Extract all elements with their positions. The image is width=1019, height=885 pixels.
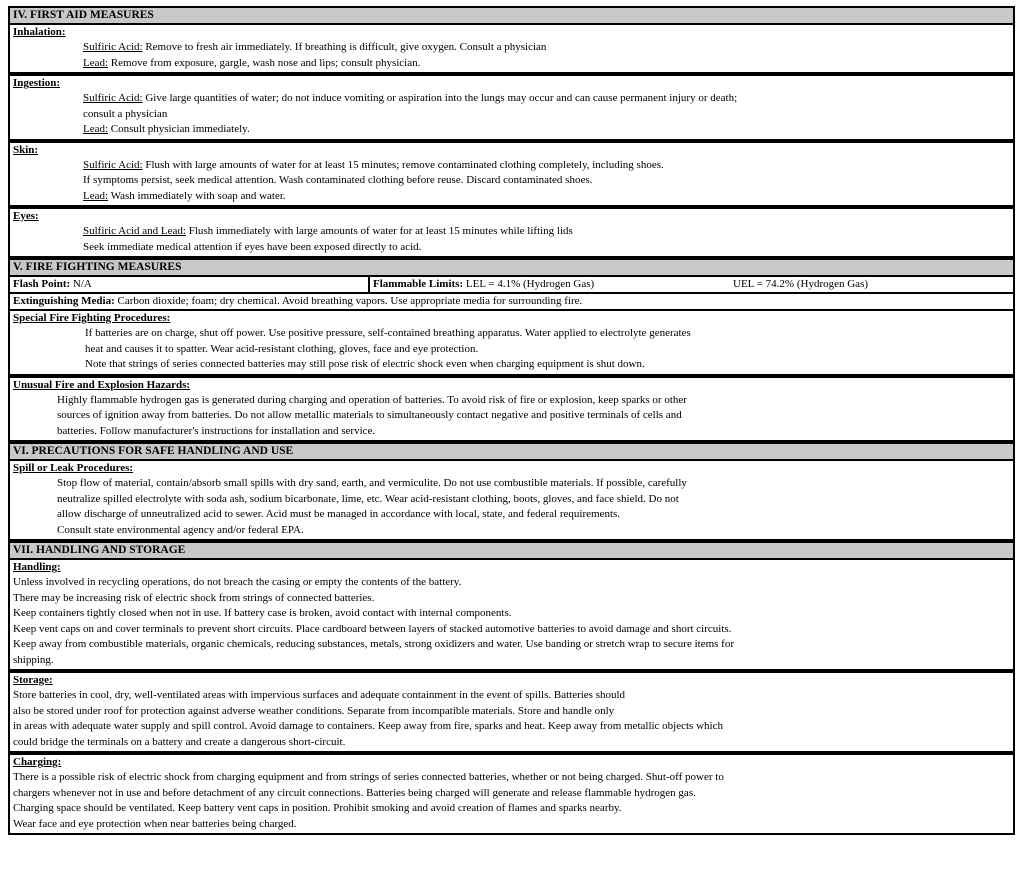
text: Remove from exposure, gargle, wash nose and lips; consult physician. <box>108 56 421 69</box>
unusual-fire-block <box>8 376 1015 443</box>
text: Flush immediately with large amounts of water for at least 15 minutes while lifting lids <box>185 225 573 237</box>
text: Consult physician immediately. <box>108 123 250 135</box>
lel-value: LEL = 4.1% (Hydrogen Gas) <box>463 278 595 290</box>
label: Sulfiric Acid and Lead: <box>83 225 186 237</box>
extinguishing-media-text: Carbon dioxide; foam; dry chemical. Avoid breathing vapors. Use appropriate media for surrounding fire. <box>114 295 583 307</box>
storage-heading: Storage: <box>13 674 53 686</box>
unusual-fire-heading: Unusual Fire and Explosion Hazards: <box>13 378 191 391</box>
ingestion-heading: Ingestion: <box>13 77 61 89</box>
special-fire-line-3: Note that strings of series connected batteries may still pose risk of electric shock even when charging equipment is shut down. <box>85 358 645 370</box>
skin-heading: Skin: <box>13 143 39 156</box>
extinguishing-media-row <box>8 294 1015 311</box>
inhalation-block <box>8 25 1015 74</box>
charging-line-1: There is a possible risk of electric shock from charging equipment and from strings of series connected batteries, whether or not being charged. Shut-off power to <box>13 771 724 783</box>
eyes-heading: Eyes: <box>13 210 39 222</box>
text: Give large quantities of water; do not induce vomiting or aspiration into the lungs may occur and can cause permanent injury or death; <box>142 92 738 104</box>
spill-line-4: Consult state environmental agency and/or federal EPA. <box>57 523 304 536</box>
section-vi-header: VI. PRECAUTIONS FOR SAFE HANDLING AND USE <box>8 442 1015 461</box>
storage-line-4: could bridge the terminals on a battery and create a dangerous short-circuit. <box>13 735 346 748</box>
section-vii-header: VII. HANDLING AND STORAGE <box>8 541 1015 560</box>
flash-point-value: N/A <box>70 278 92 290</box>
handling-line-5: Keep away from combustible materials, organic chemicals, reducing substances, metals, strong oxidizers and water. Use banding or stretch wrap to secure items for <box>13 638 734 650</box>
handling-line-2: There may be increasing risk of electric shock from strings of connected batteries. <box>13 591 375 604</box>
label: Lead: <box>83 189 109 202</box>
spill-block <box>8 461 1015 541</box>
extinguishing-media-label: Extinguishing Media: <box>13 295 115 307</box>
section-v-header: V. FIRE FIGHTING MEASURES <box>8 258 1015 277</box>
storage-block <box>8 671 1015 753</box>
handling-line-3: Keep containers tightly closed when not in use. If battery case is broken, avoid contact with internal components. <box>13 607 512 619</box>
handling-line-4: Keep vent caps on and cover terminals to prevent short circuits. Place cardboard between layers of stacked automotive batteries to avoid damage and short circuits. <box>13 622 732 635</box>
handling-heading: Handling: <box>13 561 61 573</box>
ingestion-line-2: consult a physician <box>83 107 168 120</box>
label: Sulfiric Acid: <box>83 41 143 53</box>
inhalation-line-1 <box>13 40 1010 56</box>
flash-point-row <box>8 277 1015 294</box>
handling-block <box>8 560 1015 671</box>
eyes-line-2: Seek immediate medical attention if eyes have been exposed directly to acid. <box>83 240 422 253</box>
ingestion-line-3 <box>13 122 1010 138</box>
section-iv-header: IV. FIRST AID MEASURES <box>8 6 1015 25</box>
storage-line-3: in areas with adequate water supply and spill control. Avoid damage to containers. Keep away from fire, sparks and heat. Keep away from metallic objects which <box>13 720 723 732</box>
eyes-line-1 <box>13 224 1010 240</box>
special-fire-line-2: heat and causes it to spatter. Wear acid-resistant clothing, gloves, face and eye protection. <box>85 342 479 355</box>
spill-line-1: Stop flow of material, contain/absorb small spills with dry sand, earth, and vermiculite. Do not use combustible materials. If possible, carefully <box>57 477 687 489</box>
unusual-fire-line-2: sources of ignition away from batteries. Do not allow metallic materials to simultaneously contact negative and positive terminals of cells and <box>57 409 682 421</box>
ingestion-block <box>8 74 1015 141</box>
spill-line-3: allow discharge of unneutralized acid to sewer. Acid must be managed in accordance with local, state, and federal requirements. <box>57 508 621 520</box>
skin-block <box>8 141 1015 208</box>
charging-line-4: Wear face and eye protection when near batteries being charged. <box>13 817 297 830</box>
charging-line-2: chargers whenever not in use and before detachment of any circuit connections. Batteries being charged will generate and release flammable hydrogen gas. <box>13 786 696 799</box>
skin-line-3 <box>13 189 1010 205</box>
special-fire-heading: Special Fire Fighting Procedures: <box>13 312 171 324</box>
msds-page <box>8 0 1015 835</box>
unusual-fire-line-3: batteries. Follow manufacturer's instructions for installation and service. <box>57 424 376 437</box>
inhalation-line-2 <box>13 56 1010 72</box>
storage-line-1: Store batteries in cool, dry, well-ventilated areas with impervious surfaces and adequate containment in the event of spills. Batteries should <box>13 689 626 701</box>
spill-line-2: neutralize spilled electrolyte with soda ash, sodium bicarbonate, lime, etc. Wear acid-resistant clothing, boots, gloves, and face shield. Do not <box>57 492 679 505</box>
label: Lead: <box>83 123 109 135</box>
flash-point-cell <box>10 277 370 292</box>
charging-block <box>8 753 1015 835</box>
label: Sulfiric Acid: <box>83 158 143 171</box>
unusual-fire-line-1: Highly flammable hydrogen gas is generated during charging and operation of batteries. To avoid risk of fire or explosion, keep sparks or other <box>57 393 687 406</box>
text: Wash immediately with soap and water. <box>108 189 286 202</box>
lel-group <box>373 277 733 292</box>
skin-line-1 <box>13 158 1010 174</box>
uel-value: UEL = 74.2% (Hydrogen Gas) <box>733 278 869 290</box>
storage-line-2: also be stored under roof for protection against adverse weather conditions. Separate from incompatible materials. Store and handle only <box>13 704 615 717</box>
special-fire-block <box>8 311 1015 376</box>
flammable-limits-cell <box>370 277 1013 292</box>
text: Flush with large amounts of water for at least 15 minutes; remove contaminated clothing completely, including shoes. <box>142 158 664 171</box>
handling-line-1: Unless involved in recycling operations, do not breach the casing or empty the contents of the battery. <box>13 576 462 588</box>
flash-point-label: Flash Point: <box>13 278 71 290</box>
ingestion-line-1 <box>13 91 1010 107</box>
handling-line-6: shipping. <box>13 653 54 666</box>
flammable-limits-label: Flammable Limits: <box>373 278 464 290</box>
text: Remove to fresh air immediately. If breathing is difficult, give oxygen. Consult a physician <box>142 41 547 53</box>
charging-line-3: Charging space should be ventilated. Keep battery vent caps in position. Prohibit smoking and avoid creation of flames and sparks nearby. <box>13 802 622 814</box>
label: Sulfiric Acid: <box>83 92 143 104</box>
spill-heading: Spill or Leak Procedures: <box>13 462 134 474</box>
special-fire-line-1: If batteries are on charge, shut off power. Use positive pressure, self-contained breathing apparatus. Water applied to electrolyte generates <box>85 327 691 339</box>
inhalation-heading: Inhalation: <box>13 26 66 38</box>
uel-group <box>733 277 868 292</box>
label: Lead: <box>83 56 109 69</box>
skin-line-2: If symptoms persist, seek medical attention. Wash contaminated clothing before reuse. Discard contaminated shoes. <box>83 174 593 186</box>
charging-heading: Charging: <box>13 756 62 768</box>
eyes-block <box>8 207 1015 258</box>
